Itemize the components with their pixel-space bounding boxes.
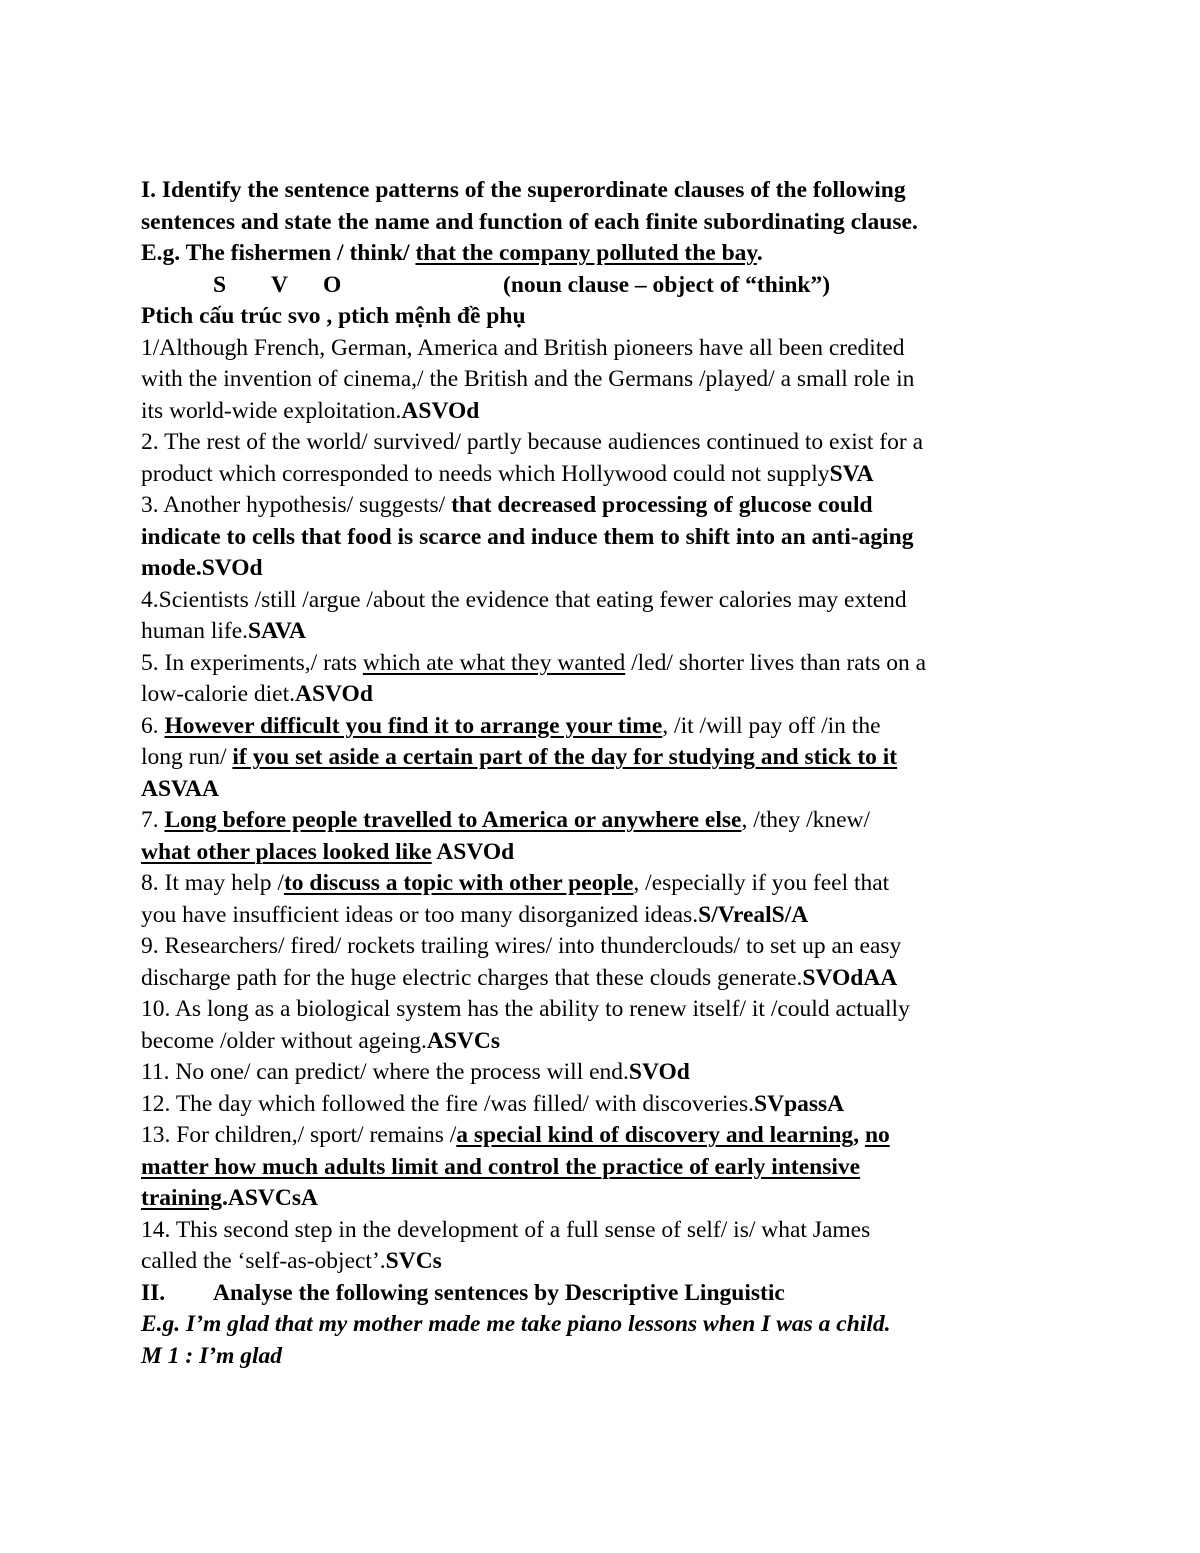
q13-line-1: 13. For children,/ sport/ remains /a special kind of discovery and learning, no: [141, 1122, 890, 1148]
q14-line-2: called the ‘self-as-object’.SVCs: [141, 1248, 442, 1274]
q4-answer: SAVA: [248, 618, 306, 644]
q7-line-2: what other places looked like ASVOd: [141, 838, 515, 865]
example-sentence: [141, 238, 1071, 270]
document-body: [141, 175, 1071, 1372]
q2-answer: SVA: [829, 460, 874, 487]
q3-line-2: indicate to cells that food is scarce and induce them to shift into an anti-aging: [141, 523, 914, 550]
q14-answer: SVCs: [385, 1248, 442, 1274]
q11-answer: SVOd: [628, 1059, 690, 1085]
q8-line-1: 8. It may help /to discuss a topic with other people, /especially if you feel that: [141, 870, 890, 896]
q7-line-1: 7. Long before people travelled to America or anywhere else, /they /knew/: [141, 807, 871, 833]
q2-line-1: 2. The rest of the world/ survived/ partly because audiences continued to exist for a: [141, 429, 924, 455]
example-note: (noun clause – object of “think”): [503, 271, 831, 298]
section-2-example: E.g. I’m glad that my mother made me take piano lessons when I was a child.: [141, 1311, 891, 1337]
section-2-m1: M 1 : I’m glad: [141, 1342, 282, 1369]
q3-line-3: mode.SVOd: [141, 555, 263, 581]
q7-answer: ASVOd: [431, 838, 515, 865]
q8-answer: S/VrealS/A: [698, 901, 809, 928]
label-o: O: [323, 271, 342, 298]
q9-line-1: 9. Researchers/ fired/ rockets trailing wires/ into thunderclouds/ to set up an easy: [141, 933, 902, 959]
section-2-heading: [141, 1278, 1071, 1310]
q10-line-2: become /older without ageing.ASVCs: [141, 1027, 500, 1054]
q10-line-1: 10. As long as a biological system has the ability to renew itself/ it /could actually: [141, 996, 910, 1022]
q10-answer: ASVCs: [426, 1027, 500, 1054]
q8-line-2: you have insufficient ideas or too many disorganized ideas.S/VrealS/A: [141, 901, 809, 928]
q6-line-2: long run/ if you set aside a certain part of the day for studying and stick to it: [141, 744, 898, 770]
section-2-number: II.: [141, 1279, 166, 1306]
q4-line-1: 4.Scientists /still /argue /about the evidence that eating fewer calories may extend: [141, 586, 907, 613]
q13-line-3: training.ASVCsA: [141, 1185, 318, 1211]
q5-line-1: 5. In experiments,/ rats which ate what they wanted /led/ shorter lives than rats on a: [141, 649, 927, 676]
q9-answer: SVOdAA: [802, 964, 898, 991]
vietnamese-note: Ptich cấu trúc svo , ptich mệnh đề phụ: [141, 303, 526, 329]
q5-answer: ASVOd: [295, 681, 373, 707]
q3-line-1: 3. Another hypothesis/ suggests/ that decreased processing of glucose could: [141, 492, 873, 518]
q1-line-3: its world-wide exploitation.ASVOd: [141, 397, 480, 424]
q5-line-2: low-calorie diet.ASVOd: [141, 681, 373, 707]
q6-line-1: 6. However difficult you find it to arrange your time, /it /will pay off /in the: [141, 712, 881, 739]
example-end: .: [756, 240, 763, 266]
q9-line-2: discharge path for the huge electric charges that these clouds generate.SVOdAA: [141, 964, 898, 991]
q2-line-2: product which corresponded to needs which Hollywood could not supplySVA: [141, 460, 874, 487]
example-svo-labels: [141, 270, 1071, 302]
q4-line-2: human life.SAVA: [141, 618, 306, 644]
q6-answer: ASVAA: [141, 775, 219, 802]
q14-line-1: 14. This second step in the development of a full sense of self/ is/ what James: [141, 1216, 871, 1243]
heading-line-2: sentences and state the name and function of each finite subordinating clause.: [141, 208, 918, 235]
q1-answer: ASVOd: [401, 397, 480, 424]
example-prefix: E.g. The fishermen / think/: [141, 240, 416, 266]
section-2-title: Analyse the following sentences by Descriptive Linguistic: [213, 1279, 785, 1306]
q13-line-2: matter how much adults limit and control the practice of early intensive: [141, 1153, 861, 1180]
label-v: V: [271, 271, 288, 298]
q1-line-2: with the invention of cinema,/ the British and the Germans /played/ a small role in: [141, 366, 915, 392]
q1-line-1: 1/Although French, German, America and British pioneers have all been credited: [141, 334, 905, 361]
heading-line-1: I. Identify the sentence patterns of the superordinate clauses of the following: [141, 177, 906, 203]
q12-answer: SVpassA: [754, 1090, 845, 1117]
q12-line: 12. The day which followed the fire /was filled/ with discoveries.SVpassA: [141, 1090, 845, 1117]
example-clause: that the company polluted the bay: [415, 240, 757, 266]
q11-line: 11. No one/ can predict/ where the process will end.SVOd: [141, 1059, 690, 1085]
q13-answer: .ASVCsA: [221, 1185, 318, 1211]
label-s: S: [213, 271, 227, 298]
